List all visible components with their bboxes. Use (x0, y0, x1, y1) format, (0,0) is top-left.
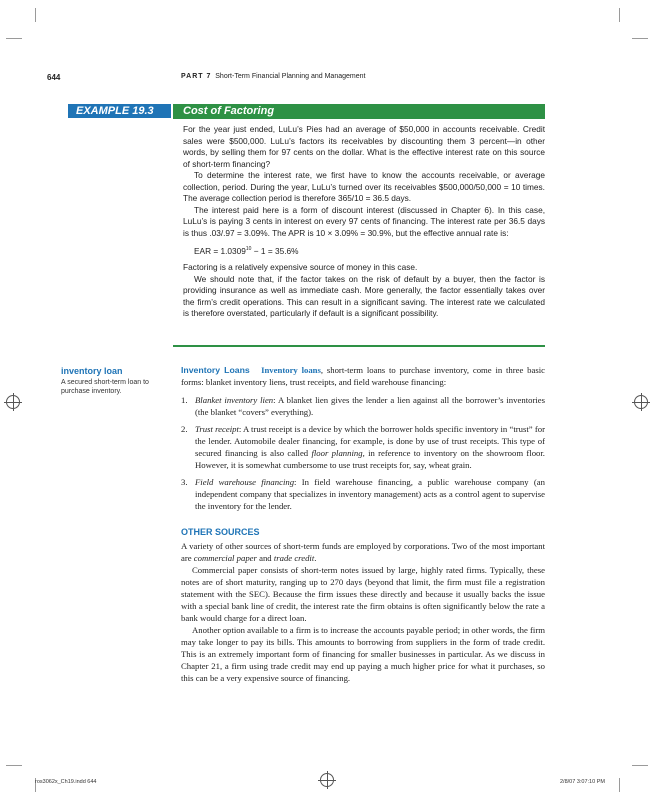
main-text (181, 364, 545, 684)
body-paragraph: Commercial paper consists of short-term notes issued by large, highly rated firms. Typically, these notes are of short maturity, ranging up to 270 days (beyond that limit, the firm must file a registration statement with the SEC). Because the firm issues these directly and because it usually backs the issue with a special bank line of credit, the interest rate the firm obtains is often significantly below the rate a bank would charge for a direct loan. (181, 565, 545, 623)
registration-mark-icon (6, 395, 20, 409)
margin-definition: A secured short-term loan to purchase inventory. (61, 379, 149, 395)
section-heading: Inventory Loans (181, 365, 250, 375)
crop-mark (6, 38, 22, 39)
inventory-intro: Inventory Loans Inventory loans, short-term loans to purchase inventory, come in three basic forms: blanket inventory liens, trust receipts, and field warehouse financing: (181, 365, 546, 387)
registration-mark-icon (634, 395, 648, 409)
crop-mark (619, 778, 620, 792)
example-paragraph: To determine the interest rate, we first have to know the accounts receivable, or average collection, period. During the year, LuLu’s turned over its receivables $500,000/50,000 = 10 times. The average collection period is therefore 365/10 = 36.5 days. (183, 170, 545, 203)
body-paragraph: Another option available to a firm is to increase the accounts payable period; in other words, the firm may take longer to pay its bills. This amounts to borrowing from suppliers in the form of trade credit. This is an extremely important form of financing for smaller businesses in particular. As we discuss in Chapter 21, a firm using trade credit may end up paying a much higher price for what it purchases, so this can be a very expensive source of financing. (181, 625, 545, 683)
part-label: PART 7 (181, 73, 212, 80)
crop-mark (35, 8, 36, 22)
crop-mark (632, 765, 648, 766)
example-paragraph: We should note that, if the factor takes on the risk of default by a buyer, then the factor is providing insurance as well as immediate cash. More generally, the factor essentially takes over the firm’s credit operations. This can result in a significant saving. The interest rate we calculated is therefore overstated, particularly if default is a significant possibility. (183, 273, 545, 319)
crop-mark (619, 8, 620, 22)
section-heading: OTHER SOURCES (181, 527, 260, 537)
body-paragraph: A variety of other sources of short-term funds are employed by corporations. Two of the most important are commercial paper and trade credit. (181, 541, 545, 563)
example-paragraph: For the year just ended, LuLu’s Pies had an average of $50,000 in accounts receivable. Credit sales were $500,000. LuLu’s factors its receivables by discounting them 3 percent—in other words, by selling them for 97 cents on the dollar. What is the effective interest rate on this source of short-term financing? (183, 124, 545, 169)
running-header (181, 73, 365, 80)
inventory-list (181, 394, 545, 512)
example-rule (173, 118, 545, 119)
part-title: Short-Term Financial Planning and Management (215, 73, 366, 80)
example-label: EXAMPLE 19.3 (68, 104, 171, 118)
list-item: 2. Trust receipt: A trust receipt is a device by which the borrower holds specific inventory in “trust” for the lender. Automobile dealer financing, for example, is done by use of trust receipts. This type of secured financing is also called floor planning, in reference to inventory on the showroom floor. However, it is somewhat cumbersome to use trust receipts for, say, wheat grain. (181, 424, 545, 470)
list-item: 1. Blanket inventory lien: A blanket lien gives the lender a lien against all the borrower’s inventories (the blanket “covers” everything). (181, 395, 545, 417)
list-item: 3. Field warehouse financing: In field warehouse financing, a public warehouse company (an independent company that specializes in inventory management) acts as a control agent to supervise the inventory for the lender. (181, 477, 545, 511)
example-bottom-rule (173, 345, 545, 347)
example-paragraph: Factoring is a relatively expensive source of money in this case. (183, 262, 418, 273)
crop-mark (632, 38, 648, 39)
example-body (183, 124, 545, 320)
registration-mark-icon (320, 773, 334, 787)
example-title: Cost of Factoring (173, 104, 545, 118)
crop-mark (6, 765, 22, 766)
ear-equation: EAR = $1.0309^{10} - 1 = 35.6\%$ (194, 245, 299, 256)
key-term: Inventory loans (261, 365, 321, 375)
footer-timestamp: 2/8/07 3:07:10 PM (560, 779, 605, 785)
footer-file: ros3062x_Ch19.indd 644 (35, 779, 97, 785)
margin-term: inventory loan (61, 366, 123, 376)
example-paragraph: The interest paid here is a form of discount interest (discussed in Chapter 6). In this case, LuLu’s is paying 3 cents in interest on every 97 cents of financing. The interest rate per 36.5 days is thus .03/.97 = 3.09%. The APR is 10 × 3.09% = 30.9%, but the effective annual rate is: (183, 204, 545, 238)
page-number: 644 (47, 73, 61, 82)
